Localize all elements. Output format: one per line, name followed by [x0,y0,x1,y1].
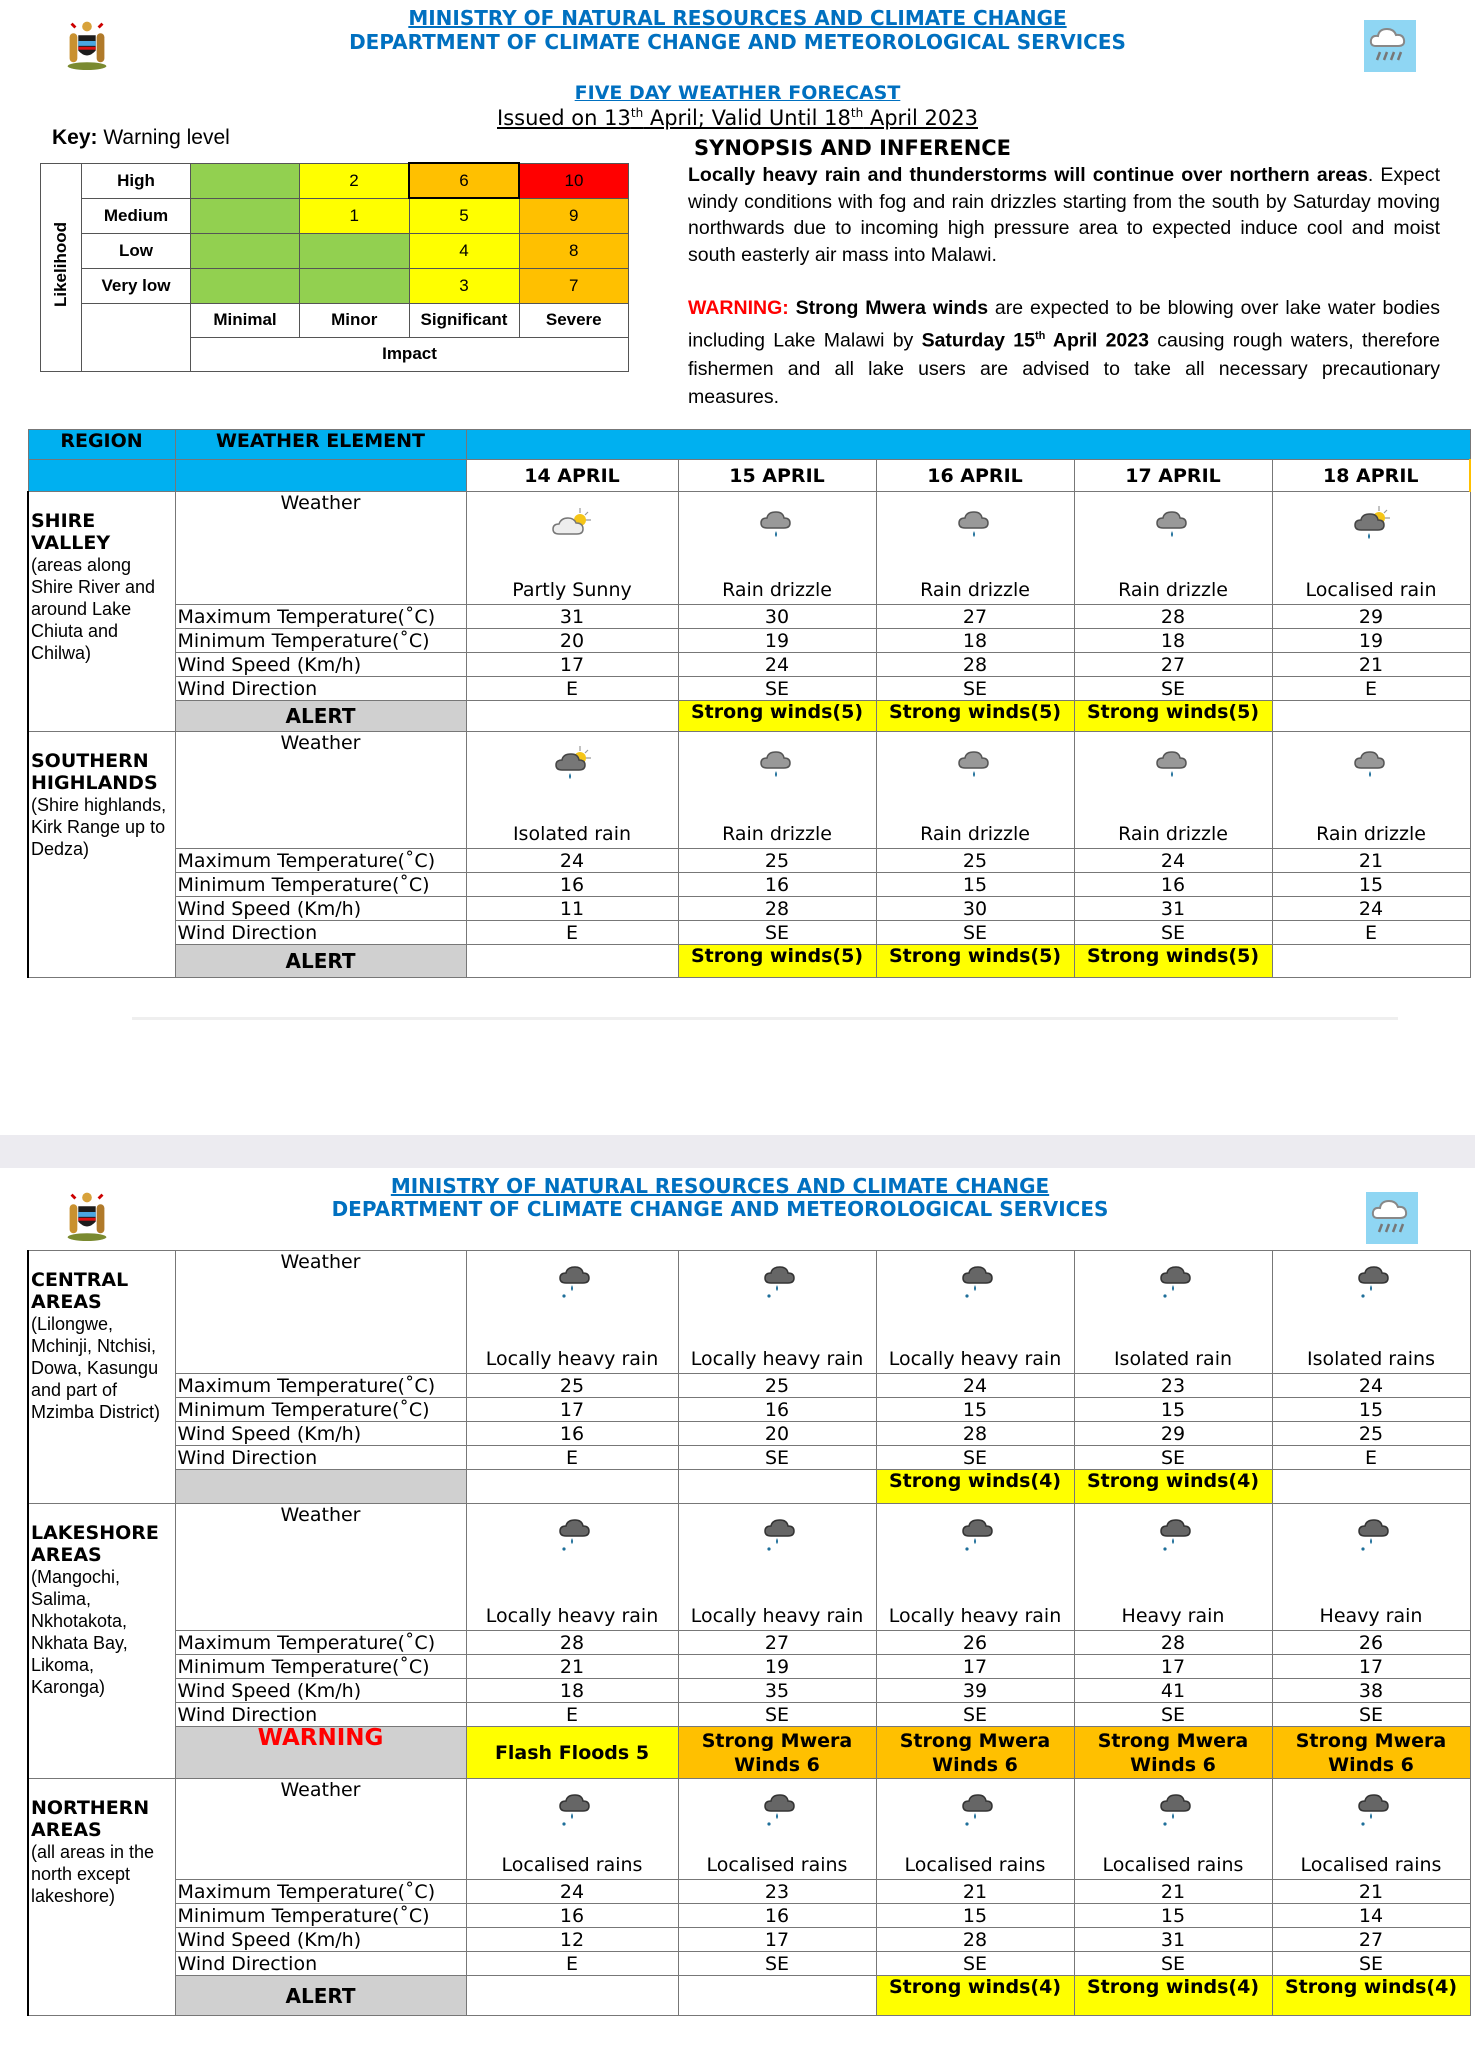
wind-direction-value: SE [876,1703,1074,1727]
heavy-rain-icon [681,1251,874,1303]
likelihood-axis-label: Likelihood [41,163,82,371]
element-label-max-temp: Maximum Temperature(˚C) [175,1631,466,1655]
max-temp-value: 28 [1074,1631,1272,1655]
heavy-rain-icon [1275,1504,1468,1556]
min-temp-value: 15 [1272,1398,1470,1422]
weather-cell: Localised rains [876,1779,1074,1880]
weather-cell: Locally heavy rain [466,1504,678,1631]
max-temp-value: 28 [466,1631,678,1655]
alert-cell: Strong winds(5) [678,945,876,978]
min-temp-value: 19 [678,1655,876,1679]
wind-speed-value: 28 [876,1422,1074,1446]
alert-cell [1272,945,1470,978]
heavy-rain-icon [1275,1251,1468,1303]
rain-drizzle-icon [681,492,874,544]
impact-axis-label: Impact [191,337,629,371]
element-label-wind-speed: Wind Speed (Km/h) [175,1679,466,1703]
sun-cloud-rain-icon [469,732,676,784]
weather-cell: Localised rains [1074,1779,1272,1880]
wind-direction-value: SE [1074,1952,1272,1976]
alert-cell: Strong winds(4) [1074,1976,1272,2016]
wind-speed-value: 31 [1074,1928,1272,1952]
wind-direction-value: SE [678,1952,876,1976]
min-temp-value: 19 [1272,629,1470,653]
max-temp-value: 24 [1074,849,1272,873]
max-temp-value: 31 [466,605,678,629]
element-label-max-temp: Maximum Temperature(˚C) [175,849,466,873]
rain-logo-icon [1366,1192,1418,1244]
wind-direction-value: SE [1074,677,1272,701]
region-name-cell: SHIRE VALLEY (areas along Shire River and around Lake Chiuta and Chilwa) [28,492,175,732]
alert-cell [678,1470,876,1504]
min-temp-value: 16 [466,873,678,897]
alert-label [175,1470,466,1504]
wind-speed-value: 17 [678,1928,876,1952]
wind-direction-value: E [1272,1446,1470,1470]
wind-direction-value: SE [678,1703,876,1727]
wind-speed-value: 18 [466,1679,678,1703]
alert-cell: Strong winds(4) [1272,1976,1470,2016]
element-label-min-temp: Minimum Temperature(˚C) [175,873,466,897]
element-label-weather: Weather [175,732,466,849]
wind-speed-value: 28 [876,653,1074,677]
element-label-max-temp: Maximum Temperature(˚C) [175,1374,466,1398]
heavy-rain-icon [879,1251,1072,1303]
wind-direction-value: E [1272,677,1470,701]
wind-speed-value: 38 [1272,1679,1470,1703]
wind-speed-value: 21 [1272,653,1470,677]
wind-direction-value: SE [1272,1952,1470,1976]
date-header: 17 APRIL [1074,460,1272,492]
max-temp-value: 24 [1272,1374,1470,1398]
weather-cell: Rain drizzle [1272,732,1470,849]
wind-speed-value: 35 [678,1679,876,1703]
heavy-rain-icon [879,1779,1072,1831]
max-temp-value: 21 [1272,1880,1470,1904]
region-lakeshore-areas [28,1504,1470,1779]
heavy-rain-icon [469,1779,676,1831]
wind-speed-value: 20 [678,1422,876,1446]
forecast-title: FIVE DAY WEATHER FORECAST [574,82,901,104]
alert-cell: Strong winds(5) [1074,945,1272,978]
weather-cell: Rain drizzle [1074,492,1272,605]
forecast-table-south [27,429,1471,978]
col-header-region: REGION [28,430,175,460]
wind-direction-value: SE [678,677,876,701]
max-temp-value: 25 [678,849,876,873]
region-central-areas [28,1251,1470,1504]
key-row-label: Medium [82,198,191,233]
min-temp-value: 17 [466,1398,678,1422]
alert-cell [466,1470,678,1504]
key-title: Key: Warning level [52,126,230,149]
min-temp-value: 16 [678,873,876,897]
weather-cell: Rain drizzle [678,492,876,605]
warning-label: WARNING [175,1727,466,1779]
element-label-wind-speed: Wind Speed (Km/h) [175,653,466,677]
wind-speed-value: 30 [876,897,1074,921]
heavy-rain-icon [1077,1779,1270,1831]
alert-cell: Strong winds(5) [876,945,1074,978]
page-divider [132,1017,1398,1020]
rain-drizzle-icon [1077,492,1270,544]
element-label-max-temp: Maximum Temperature(˚C) [175,605,466,629]
weather-cell: Isolated rain [466,732,678,849]
weather-cell: Rain drizzle [1074,732,1272,849]
wind-direction-value: SE [876,1952,1074,1976]
heavy-rain-icon [469,1504,676,1556]
min-temp-value: 17 [876,1655,1074,1679]
weather-cell: Isolated rains [1272,1251,1470,1374]
element-label-min-temp: Minimum Temperature(˚C) [175,1655,466,1679]
wind-speed-value: 24 [1272,897,1470,921]
col-header-element: WEATHER ELEMENT [175,430,466,460]
region-name-cell: NORTHERN AREAS (all areas in the north except lakeshore) [28,1779,175,2016]
element-label-wind-direction: Wind Direction [175,921,466,945]
alert-cell [1272,1470,1470,1504]
weather-cell: Locally heavy rain [876,1251,1074,1374]
max-temp-value: 24 [466,1880,678,1904]
wind-speed-value: 29 [1074,1422,1272,1446]
weather-cell: Heavy rain [1272,1504,1470,1631]
wind-speed-value: 27 [1074,653,1272,677]
element-label-wind-direction: Wind Direction [175,1446,466,1470]
issued-line: Issued on 13th April; Valid Until 18th April 2023 [497,106,978,130]
min-temp-value: 15 [1272,873,1470,897]
heavy-rain-icon [1077,1251,1270,1303]
weather-cell: Localised rains [678,1779,876,1880]
impact-label: Significant [409,303,519,337]
heavy-rain-icon [469,1251,676,1303]
wind-speed-value: 27 [1272,1928,1470,1952]
max-temp-value: 30 [678,605,876,629]
element-label-min-temp: Minimum Temperature(˚C) [175,629,466,653]
weather-cell: Isolated rain [1074,1251,1272,1374]
element-label-max-temp: Maximum Temperature(˚C) [175,1880,466,1904]
rain-drizzle-icon [1077,732,1270,784]
warning-level-key-table: Likelihood High 2 6 10 Medium 1 5 9 Low 4 8 Very low 3 7 Minimal Minor Significant Severe Impact [40,162,629,372]
alert-cell: Strong winds(5) [678,701,876,732]
alert-cell: Flash Floods 5 [466,1727,678,1779]
region-shire-valley [28,492,1470,732]
max-temp-value: 25 [678,1374,876,1398]
wind-direction-value: E [466,677,678,701]
min-temp-value: 16 [1074,873,1272,897]
alert-cell [466,945,678,978]
region-southern-highlands [28,732,1470,978]
wind-direction-value: SE [1074,921,1272,945]
alert-cell: Strong winds(4) [1074,1470,1272,1504]
alert-cell [466,701,678,732]
rain-logo-icon [1364,20,1416,72]
min-temp-value: 15 [1074,1904,1272,1928]
heavy-rain-icon [681,1779,874,1831]
max-temp-value: 23 [1074,1374,1272,1398]
wind-direction-value: E [466,1446,678,1470]
element-label-min-temp: Minimum Temperature(˚C) [175,1398,466,1422]
element-label-weather: Weather [175,1504,466,1631]
impact-label: Severe [519,303,629,337]
date-header: 15 APRIL [678,460,876,492]
min-temp-value: 15 [876,1398,1074,1422]
date-header: 14 APRIL [466,460,678,492]
warning-text: WARNING: Strong Mwera winds are expected to be blowing over lake water bodies including Lake Malawi by Saturday 15th April 2023 causing rough waters, therefore fishermen and all lake users are advised to take all necessary precautionary measures. [688,297,1441,408]
min-temp-value: 16 [678,1398,876,1422]
wind-direction-value: SE [1272,1703,1470,1727]
rain-drizzle-icon [879,732,1072,784]
min-temp-value: 18 [876,629,1074,653]
weather-cell: Locally heavy rain [678,1504,876,1631]
min-temp-value: 17 [1272,1655,1470,1679]
max-temp-value: 21 [1074,1880,1272,1904]
heavy-rain-icon [879,1504,1072,1556]
sun-cloud-rain-icon [1275,492,1468,544]
heavy-rain-icon [681,1504,874,1556]
region-name-cell: SOUTHERN HIGHLANDS (Shire highlands, Kirk Range up to Dedza) [28,732,175,978]
heavy-rain-icon [1275,1779,1468,1831]
element-label-wind-speed: Wind Speed (Km/h) [175,1422,466,1446]
date-header: 18 APRIL [1272,460,1470,492]
alert-cell: Strong Mwera Winds 6 [1272,1727,1470,1779]
region-name-cell: CENTRAL AREAS (Lilongwe, Mchinji, Ntchisi, Dowa, Kasungu and part of Mzimba District) [28,1251,175,1504]
partly-sunny-icon [469,492,676,544]
max-temp-value: 24 [466,849,678,873]
alert-cell: Strong Mwera Winds 6 [876,1727,1074,1779]
heavy-rain-icon [1077,1504,1270,1556]
weather-cell: Localised rains [1272,1779,1470,1880]
wind-speed-value: 24 [678,653,876,677]
wind-direction-value: E [466,1952,678,1976]
max-temp-value: 21 [1272,849,1470,873]
forecast-table-north [27,1250,1471,2016]
impact-label: Minor [300,303,410,337]
min-temp-value: 17 [1074,1655,1272,1679]
wind-speed-value: 25 [1272,1422,1470,1446]
synopsis-title: SYNOPSIS AND INFERENCE [694,136,1012,160]
min-temp-value: 16 [678,1904,876,1928]
wind-speed-value: 11 [466,897,678,921]
alert-label: ALERT [175,701,466,732]
alert-cell: Strong Mwera Winds 6 [1074,1727,1272,1779]
min-temp-value: 19 [678,629,876,653]
wind-speed-value: 31 [1074,897,1272,921]
wind-direction-value: SE [876,1446,1074,1470]
alert-cell: Strong winds(5) [876,701,1074,732]
region-northern-areas [28,1779,1470,2016]
min-temp-value: 15 [1074,1398,1272,1422]
alert-cell [1272,701,1470,732]
rain-drizzle-icon [879,492,1072,544]
max-temp-value: 28 [1074,605,1272,629]
wind-speed-value: 17 [466,653,678,677]
max-temp-value: 27 [876,605,1074,629]
wind-direction-value: SE [678,921,876,945]
element-label-wind-direction: Wind Direction [175,677,466,701]
synopsis-text: Locally heavy rain and thunderstorms will continue over northern areas. Expect windy conditions with fog and rain drizzles starting from the south by Saturday moving northwards due to incoming high pressure area to expected induce cool and moist south easterly air mass into Malawi. [688,164,1440,266]
wind-speed-value: 28 [678,897,876,921]
wind-speed-value: 16 [466,1422,678,1446]
weather-cell: Partly Sunny [466,492,678,605]
wind-speed-value: 28 [876,1928,1074,1952]
wind-direction-value: SE [876,677,1074,701]
weather-cell: Locally heavy rain [876,1504,1074,1631]
wind-direction-value: E [466,921,678,945]
element-label-wind-speed: Wind Speed (Km/h) [175,897,466,921]
alert-label: ALERT [175,945,466,978]
element-label-weather: Weather [175,1779,466,1880]
alert-cell: Strong winds(4) [876,1976,1074,2016]
wind-speed-value: 12 [466,1928,678,1952]
min-temp-value: 15 [876,873,1074,897]
rain-drizzle-icon [681,732,874,784]
max-temp-value: 27 [678,1631,876,1655]
min-temp-value: 15 [876,1904,1074,1928]
max-temp-value: 29 [1272,605,1470,629]
max-temp-value: 24 [876,1374,1074,1398]
max-temp-value: 23 [678,1880,876,1904]
ministry-title: MINISTRY OF NATURAL RESOURCES AND CLIMATE CHANGE [390,1174,1050,1198]
weather-cell: Localised rain [1272,492,1470,605]
weather-cell: Locally heavy rain [678,1251,876,1374]
weather-cell: Localised rains [466,1779,678,1880]
weather-cell: Rain drizzle [876,732,1074,849]
element-label-weather: Weather [175,492,466,605]
max-temp-value: 26 [1272,1631,1470,1655]
max-temp-value: 26 [876,1631,1074,1655]
wind-direction-value: E [1272,921,1470,945]
min-temp-value: 14 [1272,1904,1470,1928]
alert-cell [466,1976,678,2016]
alert-cell: Strong winds(5) [1074,701,1272,732]
wind-direction-value: SE [876,921,1074,945]
department-title: DEPARTMENT OF CLIMATE CHANGE AND METEOROLOGICAL SERVICES [349,30,1126,54]
weather-cell: Rain drizzle [678,732,876,849]
region-name-cell: LAKESHORE AREAS (Mangochi, Salima, Nkhotakota, Nkhata Bay, Likoma, Karonga) [28,1504,175,1779]
element-label-wind-direction: Wind Direction [175,1703,466,1727]
alert-cell: Strong Mwera Winds 6 [678,1727,876,1779]
department-title: DEPARTMENT OF CLIMATE CHANGE AND METEOROLOGICAL SERVICES [331,1197,1109,1221]
max-temp-value: 25 [466,1374,678,1398]
wind-direction-value: SE [678,1446,876,1470]
wind-speed-value: 39 [876,1679,1074,1703]
weather-cell: Heavy rain [1074,1504,1272,1631]
weather-cell: Locally heavy rain [466,1251,678,1374]
max-temp-value: 21 [876,1880,1074,1904]
element-label-wind-speed: Wind Speed (Km/h) [175,1928,466,1952]
key-row-label: Very low [82,268,191,303]
key-row-label: Low [82,233,191,268]
wind-direction-value: SE [1074,1446,1272,1470]
element-label-weather: Weather [175,1251,466,1374]
wind-speed-value: 41 [1074,1679,1272,1703]
element-label-wind-direction: Wind Direction [175,1952,466,1976]
key-row-label: High [82,163,191,198]
min-temp-value: 21 [466,1655,678,1679]
wind-direction-value: E [466,1703,678,1727]
weather-cell: Rain drizzle [876,492,1074,605]
impact-label: Minimal [191,303,300,337]
min-temp-value: 16 [466,1904,678,1928]
ministry-title: MINISTRY OF NATURAL RESOURCES AND CLIMATE CHANGE [408,6,1067,30]
date-header: 16 APRIL [876,460,1074,492]
max-temp-value: 25 [876,849,1074,873]
alert-label: ALERT [175,1976,466,2016]
min-temp-value: 20 [466,629,678,653]
wind-direction-value: SE [1074,1703,1272,1727]
min-temp-value: 18 [1074,629,1272,653]
alert-cell: Strong winds(4) [876,1470,1074,1504]
rain-drizzle-icon [1275,732,1468,784]
page-2 [0,1168,1475,2048]
element-label-min-temp: Minimum Temperature(˚C) [175,1904,466,1928]
alert-cell [678,1976,876,2016]
